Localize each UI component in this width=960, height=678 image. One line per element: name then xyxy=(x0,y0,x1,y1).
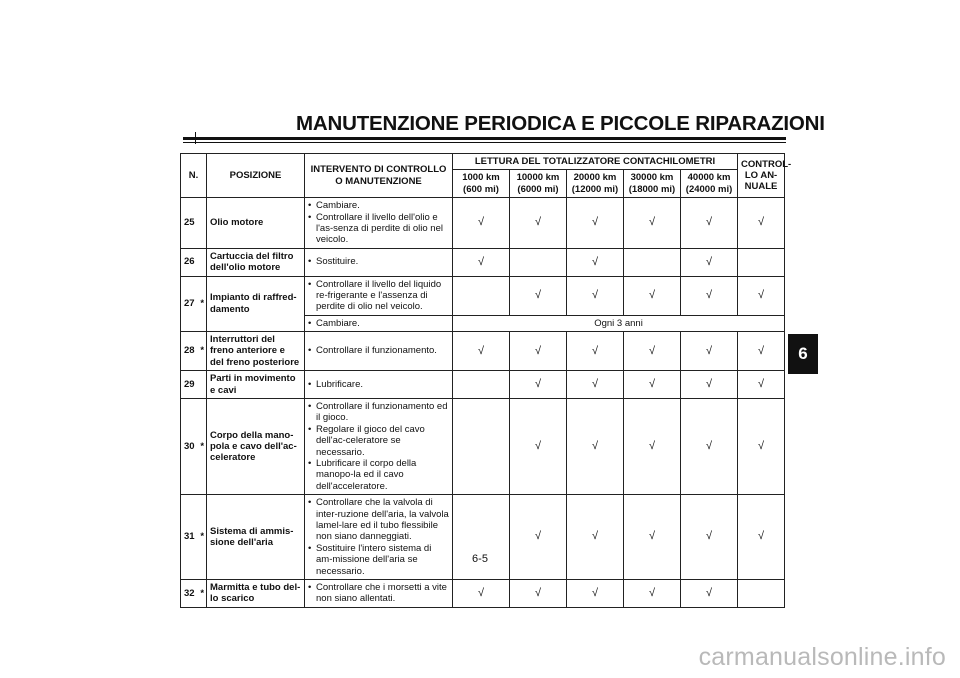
check-cell: √ xyxy=(567,332,624,371)
check-cell: √ xyxy=(624,332,681,371)
interval-span-cell: Ogni 3 anni xyxy=(453,315,785,331)
check-cell: √ xyxy=(738,371,785,399)
check-cell: √ xyxy=(567,495,624,580)
table-row xyxy=(181,579,785,607)
check-cell: √ xyxy=(624,198,681,249)
interval-km: 30000 km xyxy=(630,172,674,184)
operation-list xyxy=(308,379,449,390)
check-cell: √ xyxy=(510,579,567,607)
table-header xyxy=(181,154,792,198)
check-cell: √ xyxy=(624,276,681,315)
operation-cell xyxy=(305,332,453,371)
row-dealer-mark: * xyxy=(199,579,207,607)
check-cell: √ xyxy=(567,371,624,399)
row-position: Interruttori del freno anteriore e del freno posteriore xyxy=(207,332,305,371)
check-cell: √ xyxy=(681,248,738,276)
row-dealer-mark xyxy=(199,248,207,276)
operation-item: • Lubrificare il corpo della manopo-la ed il cavo dell'acceleratore. xyxy=(308,458,449,492)
check-cell: √ xyxy=(738,399,785,495)
operation-cell xyxy=(305,276,453,315)
operation-item: • Controllare che i morsetti a vite non siano allentati. xyxy=(308,582,449,605)
check-cell xyxy=(510,248,567,276)
interval-mi: (18000 mi) xyxy=(628,183,676,195)
operation-item: • Controllare il livello dell'olio e l'as-senza di perdite di olio nel veicolo. xyxy=(308,212,449,246)
check-cell: √ xyxy=(738,198,785,249)
check-cell: √ xyxy=(624,399,681,495)
row-position: Cartuccia del filtro dell'olio motore xyxy=(207,248,305,276)
interval-mi: (24000 mi) xyxy=(685,183,733,195)
check-cell: √ xyxy=(453,198,510,249)
operation-list xyxy=(308,582,449,605)
check-cell: √ xyxy=(510,198,567,249)
header-interval xyxy=(624,170,681,198)
row-position: Impianto di raffred-damento xyxy=(207,276,305,332)
row-number: 25 xyxy=(181,198,199,249)
check-cell: √ xyxy=(567,276,624,315)
interval-km: 20000 km xyxy=(573,172,617,184)
operation-list xyxy=(308,318,449,329)
check-cell: √ xyxy=(681,371,738,399)
row-dealer-mark xyxy=(199,371,207,399)
row-dealer-mark: * xyxy=(199,495,207,580)
check-cell xyxy=(738,579,785,607)
operation-item: • Controllare il funzionamento. xyxy=(308,345,449,356)
table-row xyxy=(181,399,785,495)
header-interval xyxy=(453,170,510,198)
operation-item: • Controllare il livello del liquido re-frigerante e l'assenza di perdite di olio nel veicolo. xyxy=(308,279,449,313)
check-cell: √ xyxy=(681,198,738,249)
table-row xyxy=(181,495,785,580)
table-body xyxy=(181,198,785,608)
operation-cell xyxy=(305,198,453,249)
table-row xyxy=(181,198,785,249)
operation-list xyxy=(308,497,449,577)
operation-list xyxy=(308,279,449,313)
check-cell: √ xyxy=(624,495,681,580)
row-position: Olio motore xyxy=(207,198,305,249)
chapter-tab[interactable]: 6 xyxy=(788,334,818,374)
check-cell: √ xyxy=(738,495,785,580)
check-cell xyxy=(453,276,510,315)
row-number: 29 xyxy=(181,371,199,399)
row-dealer-mark: * xyxy=(199,399,207,495)
check-cell xyxy=(624,248,681,276)
header-number: N. xyxy=(181,154,207,198)
check-cell: √ xyxy=(681,495,738,580)
check-cell: √ xyxy=(567,248,624,276)
header-annual-check: CONTROL-LO AN-NUALE xyxy=(738,154,785,198)
header-rule-thin xyxy=(183,142,786,143)
row-number: 27 xyxy=(181,276,199,332)
operation-item: • Lubrificare. xyxy=(308,379,449,390)
check-cell: √ xyxy=(624,371,681,399)
header-interval xyxy=(567,170,624,198)
check-cell: √ xyxy=(681,332,738,371)
operation-cell xyxy=(305,579,453,607)
maintenance-table xyxy=(180,153,792,608)
page-title: MANUTENZIONE PERIODICA E PICCOLE RIPARAZIONI xyxy=(296,112,825,135)
check-cell: √ xyxy=(510,495,567,580)
check-cell: √ xyxy=(681,579,738,607)
header-operation: INTERVENTO DI CONTROLLO O MANUTENZIONE xyxy=(305,154,453,198)
check-cell: √ xyxy=(453,579,510,607)
operation-item: • Controllare che la valvola di inter-ruzione dell'aria, la valvola lamel-lare ed il tubo flessibile non siano danneggiati. xyxy=(308,497,449,543)
header-odometer-group: LETTURA DEL TOTALIZZATORE CONTACHILOMETRI xyxy=(453,154,738,170)
header-interval xyxy=(681,170,738,198)
row-number: 31 xyxy=(181,495,199,580)
row-dealer-mark xyxy=(199,198,207,249)
check-cell: √ xyxy=(681,399,738,495)
operation-cell xyxy=(305,495,453,580)
row-number: 26 xyxy=(181,248,199,276)
table-row xyxy=(181,332,785,371)
check-cell: √ xyxy=(738,276,785,315)
operation-cell xyxy=(305,315,453,331)
interval-mi: (600 mi) xyxy=(463,183,499,195)
interval-km: 10000 km xyxy=(516,172,560,184)
header-position: POSIZIONE xyxy=(207,154,305,198)
row-number: 30 xyxy=(181,399,199,495)
operation-list xyxy=(308,256,449,267)
check-cell: √ xyxy=(567,399,624,495)
operation-item: • Sostituire. xyxy=(308,256,449,267)
row-position: Parti in movimento e cavi xyxy=(207,371,305,399)
operation-item: • Controllare il funzionamento ed il gioco. xyxy=(308,401,449,424)
operation-item: • Cambiare. xyxy=(308,318,449,329)
operation-item: • Regolare il gioco del cavo dell'ac-celeratore se necessario. xyxy=(308,424,449,458)
header-rule xyxy=(183,137,786,140)
operation-cell xyxy=(305,371,453,399)
check-cell: √ xyxy=(510,371,567,399)
row-number: 28 xyxy=(181,332,199,371)
check-cell xyxy=(453,495,510,580)
check-cell: √ xyxy=(510,332,567,371)
page-number: 6-5 xyxy=(472,553,488,565)
operation-list xyxy=(308,200,449,246)
row-position: Corpo della mano-pola e cavo dell'ac-celeratore xyxy=(207,399,305,495)
row-position: Sistema di ammis-sione dell'aria xyxy=(207,495,305,580)
check-cell: √ xyxy=(453,248,510,276)
table-row xyxy=(181,371,785,399)
operation-cell xyxy=(305,399,453,495)
row-dealer-mark: * xyxy=(199,332,207,371)
watermark: carmanualsonline.info xyxy=(698,643,946,671)
row-dealer-mark: * xyxy=(199,276,207,332)
row-number: 32 xyxy=(181,579,199,607)
check-cell: √ xyxy=(567,198,624,249)
interval-mi: (6000 mi) xyxy=(517,183,559,195)
check-cell: √ xyxy=(510,399,567,495)
operation-item: • Cambiare. xyxy=(308,200,449,211)
interval-km: 1000 km xyxy=(462,172,500,184)
header-interval xyxy=(510,170,567,198)
interval-mi: (12000 mi) xyxy=(571,183,619,195)
operation-cell xyxy=(305,248,453,276)
check-cell xyxy=(738,248,785,276)
row-position: Marmitta e tubo del-lo scarico xyxy=(207,579,305,607)
check-cell: √ xyxy=(624,579,681,607)
table-row xyxy=(181,276,785,315)
check-cell: √ xyxy=(738,332,785,371)
check-cell xyxy=(453,399,510,495)
operation-list xyxy=(308,345,449,356)
interval-km: 40000 km xyxy=(687,172,731,184)
table-row xyxy=(181,248,785,276)
check-cell: √ xyxy=(567,579,624,607)
check-cell: √ xyxy=(510,276,567,315)
check-cell: √ xyxy=(453,332,510,371)
operation-item: • Sostituire l'intero sistema di am-missione dell'aria se necessario. xyxy=(308,543,449,577)
check-cell xyxy=(453,371,510,399)
check-cell: √ xyxy=(681,276,738,315)
operation-list xyxy=(308,401,449,492)
